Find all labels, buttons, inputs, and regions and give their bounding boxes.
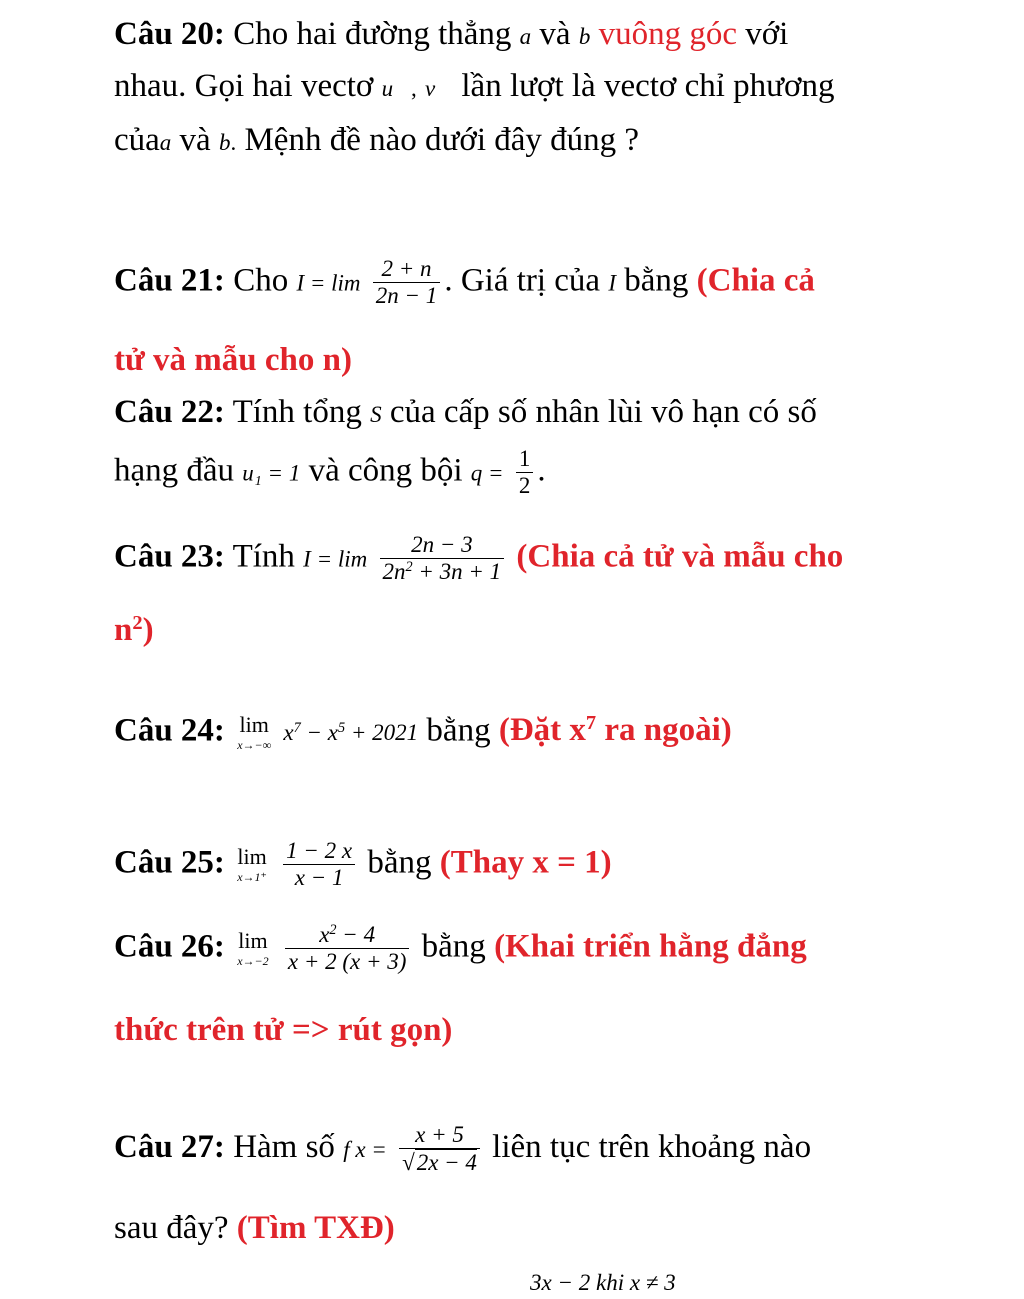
q21-fraction: $\frac{2 + n}{2n - 1}$ xyxy=(373,256,441,310)
q25-hint: (Thay x = 1) xyxy=(439,844,612,881)
q25-fraction: $\frac{1 - 2 x}{x - 1}$ xyxy=(283,838,355,892)
q20-line-1: Câu 20: Cho hai đường thẳng a và b vuông góc với xyxy=(114,16,789,52)
q26-label: Câu 26: xyxy=(114,928,225,965)
q21-label: Câu 21: xyxy=(114,262,225,299)
q27-line-2: sau đây? (Tìm TXĐ) xyxy=(114,1210,395,1246)
q24-expression: $x^7 - x^5 + 2021$ xyxy=(283,720,419,746)
q21-line-2: tử và mẫu cho n) xyxy=(114,342,352,378)
q23-line-1: Câu 23: Tính I = lim $\frac{2n - 3}{2n^2 + 3n + 1}$ (Chia cả tử và mẫu cho xyxy=(114,532,844,585)
top-cutoff-remnant xyxy=(0,0,1024,8)
q21-line-1: Câu 21: Cho I = lim $\frac{2 + n}{2n - 1}$ . Giá trị của I bằng (Chia cả xyxy=(114,256,815,309)
q27-hint: (Tìm TXĐ) xyxy=(236,1210,395,1246)
q25-line: Câu 25: lim x→1⁺ $\frac{1 - 2 x}{x - 1}$ bằng (Thay x = 1) xyxy=(114,838,612,891)
q27-line-1: Câu 27: Hàm số f x = $\frac{x + 5}{√2x - 4}$ liên tục trên khoảng nào xyxy=(114,1122,812,1176)
q23-line-2: $n^2$) xyxy=(114,612,154,649)
q26-line-1: Câu 26: lim x→−2 $\frac{x^2 - 4}{x + 2 (x + 3)}$ bằng (Khai triển hằng đẳng xyxy=(114,922,807,975)
q26-fraction: $\frac{x^2 - 4}{x + 2 (x + 3)}$ xyxy=(285,922,410,976)
q23-fraction: $\frac{2n - 3}{2n^2 + 3n + 1}$ xyxy=(380,532,505,586)
q24-line: Câu 24: lim x→−∞ $x^7 - x^5 + 2021$ bằng (Đặt $x^7$ ra ngoài) xyxy=(114,712,732,753)
q26-line-2: thức trên tử => rút gọn) xyxy=(114,1012,453,1048)
q20-line-2: nhau. Gọi hai vectơ u⃗, v⃗ lần lượt là vectơ chỉ phương xyxy=(114,68,835,104)
q20-perp-highlight: vuông góc xyxy=(598,16,737,52)
q26-limit: lim x→−2 xyxy=(237,928,269,969)
q24-limit: lim x→−∞ xyxy=(237,712,272,753)
q25-label: Câu 25: xyxy=(114,844,225,881)
q27-fraction: $\frac{x + 5}{√2x - 4}$ xyxy=(399,1122,480,1177)
q23-hint: (Chia cả tử và mẫu cho xyxy=(516,538,844,575)
q22-line-1: Câu 22: Tính tổng S của cấp số nhân lùi vô hạn có số xyxy=(114,394,817,430)
q22-fraction: $\frac{1}{2}$ xyxy=(516,446,534,500)
q20-label: Câu 20: xyxy=(114,16,225,52)
q25-limit: lim x→1⁺ xyxy=(237,844,267,885)
q26-hint: (Khai triển hằng đẳng xyxy=(494,928,807,965)
q22-label: Câu 22: xyxy=(114,394,225,430)
q24-hint: (Đặt $x^7$ ra ngoài) xyxy=(498,712,732,749)
q24-label: Câu 24: xyxy=(114,712,225,749)
q22-line-2: hạng đầu u₁ = 1 và công bội q = $\frac{1}{2}$ . xyxy=(114,446,546,499)
q23-label: Câu 23: xyxy=(114,538,225,575)
q20-line-3: củaa và b. Mệnh đề nào dưới đây đúng ? xyxy=(114,122,640,158)
bottom-cutoff-fragment: 3x − 2 khi x ≠ 3 xyxy=(530,1270,676,1295)
q21-hint: (Chia cả xyxy=(696,262,815,299)
q27-label: Câu 27: xyxy=(114,1129,225,1166)
